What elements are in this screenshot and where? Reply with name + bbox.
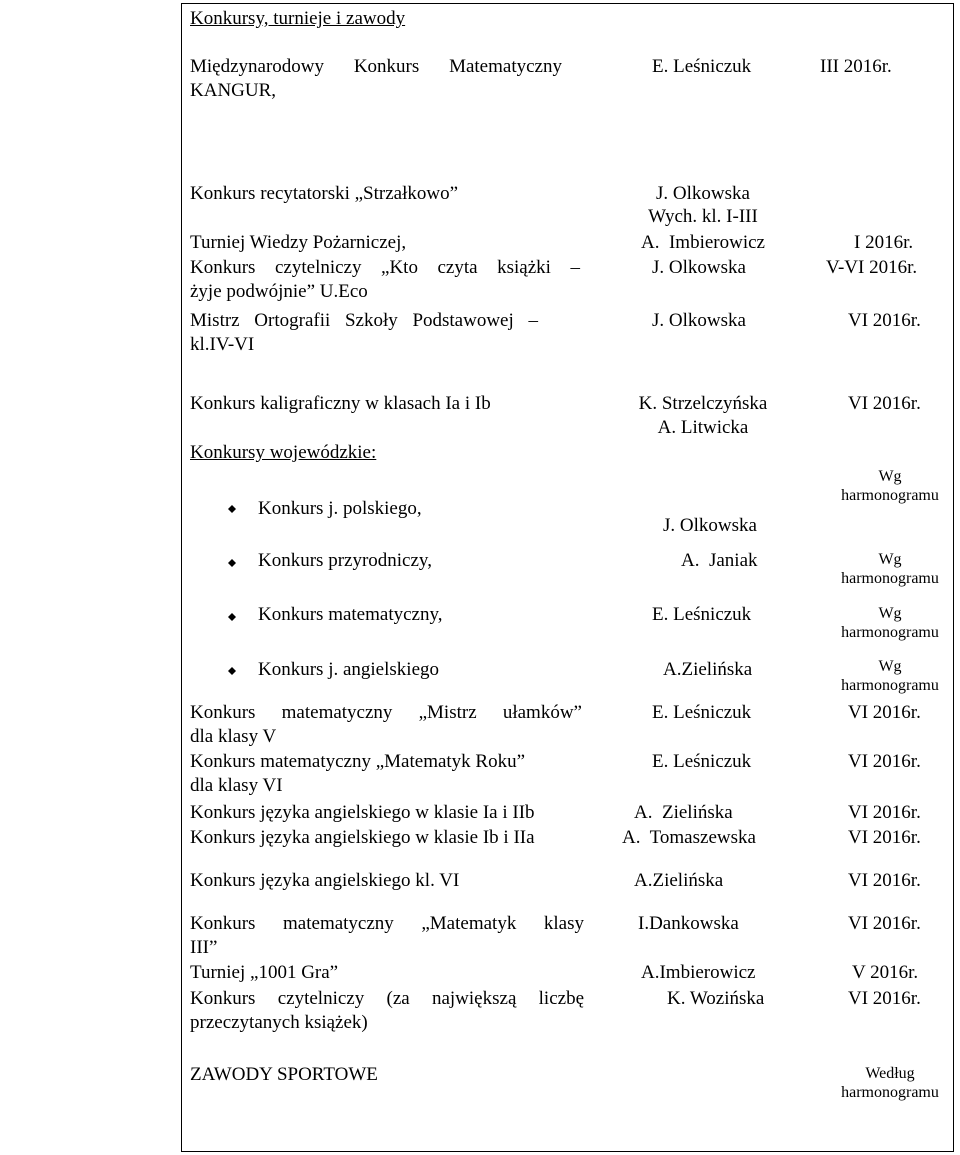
czytelniczy-kto-title-line2: żyje podwójnie” U.Eco xyxy=(190,281,368,302)
gra-1001-title: Turniej „1001 Gra” xyxy=(190,962,339,983)
wojewodzkie-przyrodniczy-date-2: harmonogramu xyxy=(841,570,939,587)
mistrz-ulamkow-date: VI 2016r. xyxy=(848,702,921,723)
matematyk-roku-person: E. Leśniczuk xyxy=(652,751,752,772)
wojewodzkie-angielski-date-2: harmonogramu xyxy=(841,677,939,694)
czytelniczy-liczba-title-line1: Konkurs czytelniczy (za największą liczbę xyxy=(190,988,584,1009)
wojewodzkie-angielski-date-1: Wg xyxy=(878,658,902,675)
kangur-date: III 2016r. xyxy=(820,56,892,77)
kangur-title-line2: KANGUR, xyxy=(190,80,277,101)
pozarnicza-date: I 2016r. xyxy=(854,232,914,253)
czytelniczy-kto-title-line1: Konkurs czytelniczy „Kto czyta książki – xyxy=(190,257,580,278)
wojewodzkie-polski-date-2: harmonogramu xyxy=(841,487,939,504)
angielski-1-date: VI 2016r. xyxy=(848,802,921,823)
czytelniczy-liczba-person: K. Wozińska xyxy=(667,988,765,1009)
wojewodzkie-heading: Konkursy wojewódzkie: xyxy=(190,442,377,463)
wojewodzkie-angielski-person: A.Zielińska xyxy=(663,659,753,680)
czytelniczy-liczba-date: VI 2016r. xyxy=(848,988,921,1009)
kaligraficzny-person-2: A. Litwicka xyxy=(657,417,749,438)
ortografia-person: J. Olkowska xyxy=(652,310,746,331)
wojewodzkie-polski-date-1: Wg xyxy=(878,468,902,485)
angielski-2-date: VI 2016r. xyxy=(848,827,921,848)
gra-1001-person: A.Imbierowicz xyxy=(641,962,756,983)
kangur-person: E. Leśniczuk xyxy=(652,56,752,77)
bullet-icon xyxy=(228,559,236,567)
wojewodzkie-angielski-title: Konkurs j. angielskiego xyxy=(258,659,440,680)
angielski-3-title: Konkurs języka angielskiego kl. VI xyxy=(190,870,460,891)
wojewodzkie-polski-title: Konkurs j. polskiego, xyxy=(258,498,422,519)
matematyk-klasy-title-line2: III” xyxy=(190,937,218,958)
angielski-2-title: Konkurs języka angielskiego w klasie Ib i IIa xyxy=(190,827,535,848)
ortografia-date: VI 2016r. xyxy=(848,310,921,331)
matematyk-roku-date: VI 2016r. xyxy=(848,751,921,772)
kaligraficzny-person-1: K. Strzelczyńska xyxy=(638,393,768,414)
angielski-1-title: Konkurs języka angielskiego w klasie Ia i IIb xyxy=(190,802,535,823)
bullet-icon xyxy=(228,505,236,513)
recytatorski-title: Konkurs recytatorski „Strzałkowo” xyxy=(190,183,459,204)
kaligraficzny-date: VI 2016r. xyxy=(848,393,921,414)
kaligraficzny-title: Konkurs kaligraficzny w klasach Ia i Ib xyxy=(190,393,491,414)
bullet-icon xyxy=(228,667,236,675)
kangur-title-line1: Międzynarodowy Konkurs Matematyczny xyxy=(190,56,562,77)
wojewodzkie-matematyczny-date-1: Wg xyxy=(878,605,902,622)
recytatorski-person: J. Olkowska xyxy=(656,183,750,204)
czytelniczy-kto-person: J. Olkowska xyxy=(652,257,746,278)
angielski-3-date: VI 2016r. xyxy=(848,870,921,891)
matematyk-klasy-title-line1: Konkurs matematyczny „Matematyk klasy xyxy=(190,913,584,934)
sportowe-date-2: harmonogramu xyxy=(841,1084,939,1101)
mistrz-ulamkow-title-line1: Konkurs matematyczny „Mistrz ułamków” xyxy=(190,702,582,723)
sportowe-date-1: Według xyxy=(865,1065,915,1082)
recytatorski-person-note: Wych. kl. I-III xyxy=(648,206,758,227)
wojewodzkie-matematyczny-title: Konkurs matematyczny, xyxy=(258,604,443,625)
gra-1001-date: V 2016r. xyxy=(852,962,919,983)
wojewodzkie-przyrodniczy-title: Konkurs przyrodniczy, xyxy=(258,550,432,571)
wojewodzkie-polski-person: J. Olkowska xyxy=(663,515,757,536)
ortografia-title-line2: kl.IV-VI xyxy=(190,334,255,355)
angielski-2-person: A. Tomaszewska xyxy=(622,827,756,848)
matematyk-roku-title-line2: dla klasy VI xyxy=(190,775,283,796)
sportowe-title: ZAWODY SPORTOWE xyxy=(190,1064,378,1085)
pozarnicza-title: Turniej Wiedzy Pożarniczej, xyxy=(190,232,407,253)
bullet-icon xyxy=(228,613,236,621)
angielski-3-person: A.Zielińska xyxy=(634,870,724,891)
mistrz-ulamkow-title-line2: dla klasy V xyxy=(190,726,277,747)
czytelniczy-kto-date: V-VI 2016r. xyxy=(826,257,918,278)
matematyk-roku-title-line1: Konkurs matematyczny „Matematyk Roku” xyxy=(190,751,526,772)
angielski-1-person: A. Zielińska xyxy=(634,802,733,823)
matematyk-klasy-person: I.Dankowska xyxy=(638,913,739,934)
section-heading: Konkursy, turnieje i zawody xyxy=(190,8,406,29)
matematyk-klasy-date: VI 2016r. xyxy=(848,913,921,934)
wojewodzkie-przyrodniczy-date-1: Wg xyxy=(878,551,902,568)
czytelniczy-liczba-title-line2: przeczytanych książek) xyxy=(190,1012,368,1033)
ortografia-title-line1: Mistrz Ortografii Szkoły Podstawowej – xyxy=(190,310,538,331)
wojewodzkie-matematyczny-date-2: harmonogramu xyxy=(841,624,939,641)
wojewodzkie-matematyczny-person: E. Leśniczuk xyxy=(652,604,752,625)
wojewodzkie-przyrodniczy-person: A. Janiak xyxy=(681,550,758,571)
mistrz-ulamkow-person: E. Leśniczuk xyxy=(652,702,752,723)
pozarnicza-person: A. Imbierowicz xyxy=(641,232,765,253)
